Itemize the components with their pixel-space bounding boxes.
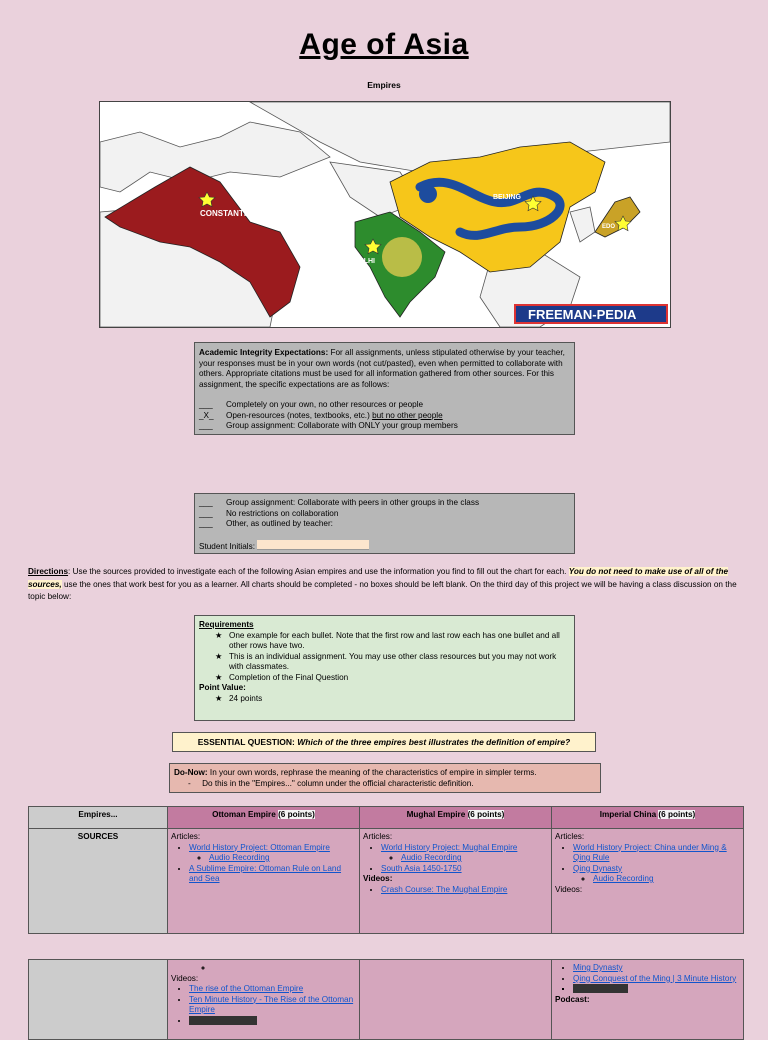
delhi-label: DELHI xyxy=(354,258,375,265)
link-south-asia[interactable]: South Asia 1450-1750 xyxy=(381,863,462,873)
sources-label: SOURCES xyxy=(29,829,168,934)
header-ottoman: Ottoman Empire (6 points) xyxy=(168,807,360,829)
freeman-pedia-brand: FREEMAN-PEDIA xyxy=(528,307,637,322)
link-crash-course-mughal[interactable]: Crash Course: The Mughal Empire xyxy=(381,884,508,894)
link-rise-ottoman[interactable]: The rise of the Ottoman Empire xyxy=(189,984,304,993)
directions-paragraph: Directions: Use the sources provided to investigate each of the following Asian empires and use the information you find to fill out the chart for each. You do not need to make use of all of the sources, use the ones that work best for you as a learner. All charts should be completed - no boxes should be left blank. On the third day of this project we will be having a class discussion on the topic below: xyxy=(28,567,737,601)
map-illustration xyxy=(100,102,670,327)
link-mughal-whp[interactable]: World History Project: Mughal Empire xyxy=(381,842,518,852)
option-own-work[interactable]: ___ Completely on your own, no other resources or people xyxy=(199,400,424,409)
academic-integrity-box-continued xyxy=(194,493,575,554)
point-value-item: ★ 24 points xyxy=(215,693,263,703)
china-sources-continued: • Ming Dynasty • Qing Conquest of the Ming | 3 Minute History ▪ Podcast: xyxy=(552,960,744,1040)
academic-integrity-box xyxy=(194,342,575,435)
redacted-link[interactable] xyxy=(189,1016,257,1025)
redacted-link[interactable] xyxy=(573,984,628,993)
star-icon: ★ xyxy=(215,651,223,661)
integrity-heading: Academic Integrity Expectations: xyxy=(199,348,329,357)
essential-question-box: ESSENTIAL QUESTION: Which of the three empires best illustrates the definition of empire? xyxy=(172,732,596,752)
student-initials-row: Student Initials: xyxy=(199,540,570,553)
requirements-heading: Requirements xyxy=(199,620,254,629)
link-qing-dynasty[interactable]: Qing Dynasty xyxy=(573,863,623,873)
header-empires: Empires... xyxy=(29,807,168,829)
integrity-text: For all assignments, unless stipulated otherwise by your teacher, your responses must be in your own words (not cut/pasted), even when permitted to collaborate with others. Appropriate citations must be used for all information gathered from other sources. For this assignment, the specific expectations are as follows: xyxy=(199,348,565,389)
do-now-subitem: - Do this in the "Empires..." column under the official characteristic definition. xyxy=(188,778,474,788)
mughal-sources-continued xyxy=(360,960,552,1040)
integrity-paragraph xyxy=(199,348,570,390)
empires-map xyxy=(99,101,671,328)
link-china-whp[interactable]: World History Project: China under Ming & Qing Rule xyxy=(573,842,727,862)
star-icon: ★ xyxy=(215,672,223,682)
constantinople-label: CONSTANTINOPLE xyxy=(200,209,274,218)
beijing-label: BEIJING xyxy=(493,194,522,201)
option-other[interactable]: ___ Other, as outlined by teacher: xyxy=(199,519,333,528)
do-now-box: Do-Now: In your own words, rephrase the meaning of the characteristics of empire in simpler terms. - Do this in the "Empires..." column under the official characteristic definition. xyxy=(169,763,601,793)
essential-question-text: Which of the three empires best illustrates the definition of empire? xyxy=(297,737,571,747)
link-ottoman-whp[interactable]: World History Project: Ottoman Empire xyxy=(189,842,330,852)
china-sources: Articles: • World History Project: China under Ming & Qing Rule • Qing Dynasty ◦ Audio Recording Videos: xyxy=(552,829,744,934)
point-value-heading: Point Value: xyxy=(199,683,246,692)
link-china-audio[interactable]: Audio Recording xyxy=(593,874,654,883)
mughal-sources: Articles: • World History Project: Mughal Empire ◦ Audio Recording • South Asia 1450-1750 Videos: • Crash Course: The Mughal Empire xyxy=(360,829,552,934)
option-no-restrictions[interactable]: ___ No restrictions on collaboration xyxy=(199,508,339,518)
page-title: Age of Asia xyxy=(299,28,469,61)
edo-label: EDO xyxy=(602,224,616,230)
requirement-item: ★ One example for each bullet. Note that the first row and last row each has one bullet and all other rows have two. xyxy=(215,630,560,650)
empires-table xyxy=(28,806,744,934)
link-ottoman-audio[interactable]: Audio Recording xyxy=(209,853,270,862)
link-sublime-empire[interactable]: A Sublime Empire: Ottoman Rule on Land and Sea xyxy=(189,863,342,883)
continued-label-cell xyxy=(29,960,168,1040)
link-ming-dynasty[interactable]: Ming Dynasty xyxy=(573,963,623,972)
empires-table-continued xyxy=(28,959,744,1040)
link-qing-conquest[interactable]: Qing Conquest of the Ming | 3 Minute History xyxy=(573,973,737,983)
option-group-peers[interactable]: ___ Group assignment: Collaborate with peers in other groups in the class xyxy=(199,498,480,507)
header-china: Imperial China (6 points) xyxy=(552,807,744,829)
student-initials-field[interactable] xyxy=(257,540,369,550)
header-mughal: Mughal Empire (6 points) xyxy=(360,807,552,829)
option-group-only[interactable]: ___ Group assignment: Collaborate with ONLY your group members xyxy=(199,421,458,430)
star-icon: ★ xyxy=(215,630,223,640)
page-subtitle: Empires xyxy=(367,80,401,90)
link-ten-minute-history[interactable]: Ten Minute History - The Rise of the Ottoman Empire xyxy=(189,994,354,1014)
star-icon: ★ xyxy=(215,693,223,703)
requirements-box xyxy=(194,615,575,721)
directions-label: Directions xyxy=(28,567,69,576)
ottoman-sources-continued: ◦ Videos: • The rise of the Ottoman Empire • Ten Minute History - The Rise of the Ottoman Empire • xyxy=(168,960,360,1040)
link-mughal-audio[interactable]: Audio Recording xyxy=(401,853,462,862)
requirement-item: ★ This is an individual assignment. You may use other class resources but you may not work with classmates. xyxy=(215,651,557,671)
directions-highlight: You do not need to make use of all of the sources, xyxy=(28,567,729,589)
ottoman-sources: Articles: • World History Project: Ottoman Empire ◦ Audio Recording • A Sublime Empire: Ottoman Rule on Land and Sea xyxy=(168,829,360,934)
requirement-item: ★ Completion of the Final Question xyxy=(215,672,349,682)
option-open-resources[interactable]: _X_ Open-resources (notes, textbooks, etc.) but no other people xyxy=(199,410,443,420)
